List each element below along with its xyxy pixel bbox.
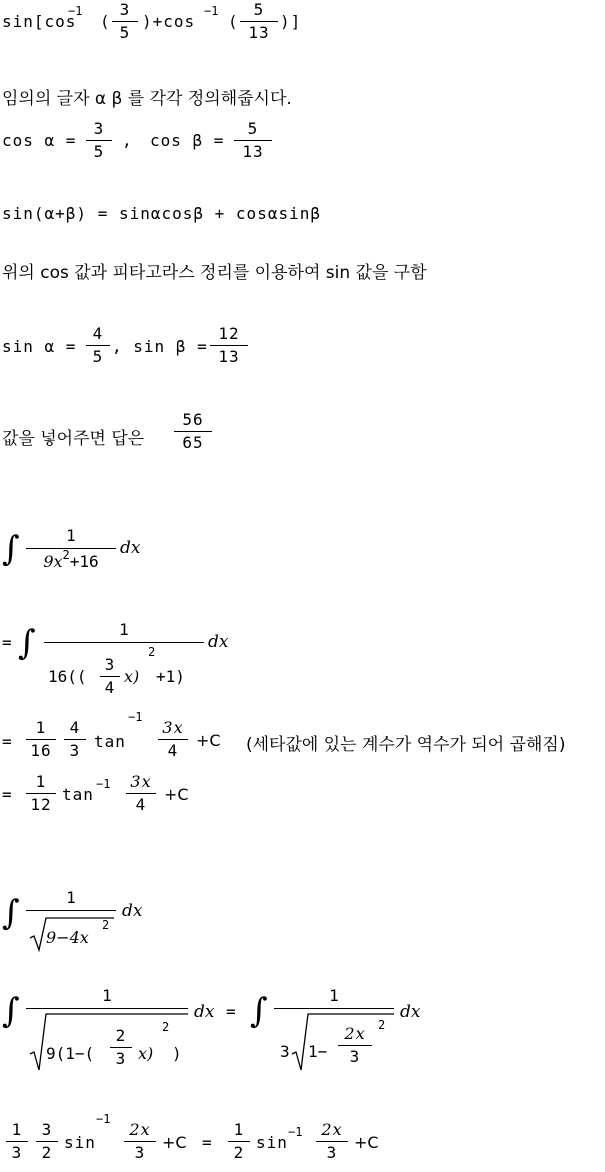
integral-sign-5: ∫ bbox=[2, 893, 20, 933]
int3-tan: tan bbox=[94, 732, 126, 751]
int2-eq: = bbox=[2, 633, 13, 652]
integral-sign-6l: ∫ bbox=[2, 991, 20, 1031]
expr1-frac-1: 3 5 bbox=[112, 0, 138, 43]
int7-frac-2: 3 2 bbox=[36, 1120, 58, 1163]
int6r-coef: 3 bbox=[280, 1042, 290, 1061]
sin-alpha-label: sin α = bbox=[2, 337, 77, 356]
int7-eq: = bbox=[202, 1133, 213, 1152]
int4-frac-1: 1 12 bbox=[26, 772, 56, 815]
expr1-plus-cos: )+cos bbox=[142, 12, 196, 31]
integral-sign-2: ∫ bbox=[18, 623, 36, 663]
int7-frac-r1: 1 2 bbox=[228, 1120, 250, 1163]
sin-beta-label: , sin β = bbox=[112, 337, 208, 356]
expr1-open-1: ( bbox=[100, 12, 111, 31]
int2-dx: dx bbox=[208, 632, 229, 652]
int3-frac-1: 1 16 bbox=[26, 718, 56, 761]
int3-frac-2: 4 3 bbox=[64, 718, 86, 761]
expr1-sup-2: −1 bbox=[204, 4, 219, 18]
int1-dx: dx bbox=[120, 538, 141, 558]
integral-sign-1: ∫ bbox=[2, 529, 20, 569]
expr1-frac-2: 5 13 bbox=[240, 0, 278, 43]
cos-sep: , bbox=[122, 131, 133, 150]
expr1-sup-1: −1 bbox=[68, 4, 83, 18]
cos-beta-frac: 5 13 bbox=[234, 119, 272, 162]
int3-eq: = bbox=[2, 732, 13, 751]
int7-sup: −1 bbox=[96, 1112, 111, 1126]
int6-eq: = bbox=[226, 1002, 237, 1021]
int7-frac-r3: 2x 3 bbox=[316, 1120, 348, 1163]
int6l-sup: 2 bbox=[162, 1020, 170, 1034]
int7-frac-1: 1 3 bbox=[6, 1120, 28, 1163]
int6r-inner-frac: 2x 3 bbox=[338, 1024, 372, 1067]
int6l-rad-c: ) bbox=[172, 1044, 182, 1063]
int5-dx: dx bbox=[122, 901, 143, 921]
int1-frac: 1 $9x^2+16$ bbox=[26, 526, 116, 574]
int4-plusc: +C bbox=[164, 785, 189, 804]
int7-sup-r: −1 bbox=[288, 1125, 303, 1139]
int5-radicand: 9−4x bbox=[46, 928, 89, 947]
expr1-close: )] bbox=[280, 12, 302, 31]
int6l-inner-frac: 2 3 bbox=[110, 1026, 132, 1069]
cos-alpha-frac: 3 5 bbox=[86, 119, 112, 162]
int6l-num: 1 bbox=[26, 986, 188, 1011]
expr1-sin-cos: sin[cos bbox=[2, 12, 77, 31]
int7-sin: sin bbox=[64, 1133, 96, 1152]
answer-text: 값을 넣어주면 답은 bbox=[2, 429, 145, 449]
int3-plusc: +C bbox=[196, 731, 221, 750]
int4-tan: tan bbox=[62, 785, 94, 804]
cos-beta-label: cos β = bbox=[150, 131, 225, 150]
int3-sup: −1 bbox=[128, 710, 143, 724]
int4-sup: −1 bbox=[96, 777, 111, 791]
int7-plusc: +C bbox=[162, 1133, 187, 1152]
expr1-open-2: ( bbox=[228, 12, 239, 31]
int2-inner-frac: 3 4 bbox=[100, 655, 120, 698]
int7-sin-r: sin bbox=[256, 1133, 288, 1152]
int7-frac-3: 2x 3 bbox=[124, 1120, 156, 1163]
int4-frac-3: 3x 4 bbox=[126, 772, 156, 815]
int6l-rad-b: x) bbox=[138, 1044, 154, 1063]
sin-alpha-frac: 4 5 bbox=[86, 324, 110, 367]
int6r-sup: 2 bbox=[378, 1018, 386, 1032]
int2-frac: 1 bbox=[44, 620, 204, 645]
integral-sign-6r: ∫ bbox=[250, 991, 268, 1031]
expr-identity: sin(α+β) = sinαcosβ + cosαsinβ bbox=[2, 204, 321, 223]
int6r-num: 1 bbox=[274, 986, 394, 1011]
int3-note: (세타값에 있는 계수가 역수가 되어 곱해짐) bbox=[246, 735, 566, 755]
text-define: 임의의 글자 α β 를 각각 정의해줍시다. bbox=[2, 89, 292, 109]
int3-frac-3: 3x 4 bbox=[158, 718, 188, 761]
int7-plusc-r: +C bbox=[354, 1133, 379, 1152]
answer-frac: 56 65 bbox=[174, 410, 212, 453]
cos-alpha-label: cos α = bbox=[2, 131, 77, 150]
text-pythagoras: 위의 cos 값과 피타고라스 정리를 이용하여 sin 값을 구함 bbox=[2, 263, 427, 283]
sin-beta-frac: 12 13 bbox=[210, 324, 248, 367]
int6l-dx: dx bbox=[194, 1002, 215, 1022]
int6l-rad-a: 9(1−( bbox=[46, 1044, 95, 1063]
int5-num: 1 bbox=[26, 888, 116, 913]
int6r-dx: dx bbox=[400, 1002, 421, 1022]
int4-eq: = bbox=[2, 785, 13, 804]
int6r-rad-a: 1− bbox=[308, 1042, 328, 1061]
int5-sup: 2 bbox=[102, 918, 110, 932]
